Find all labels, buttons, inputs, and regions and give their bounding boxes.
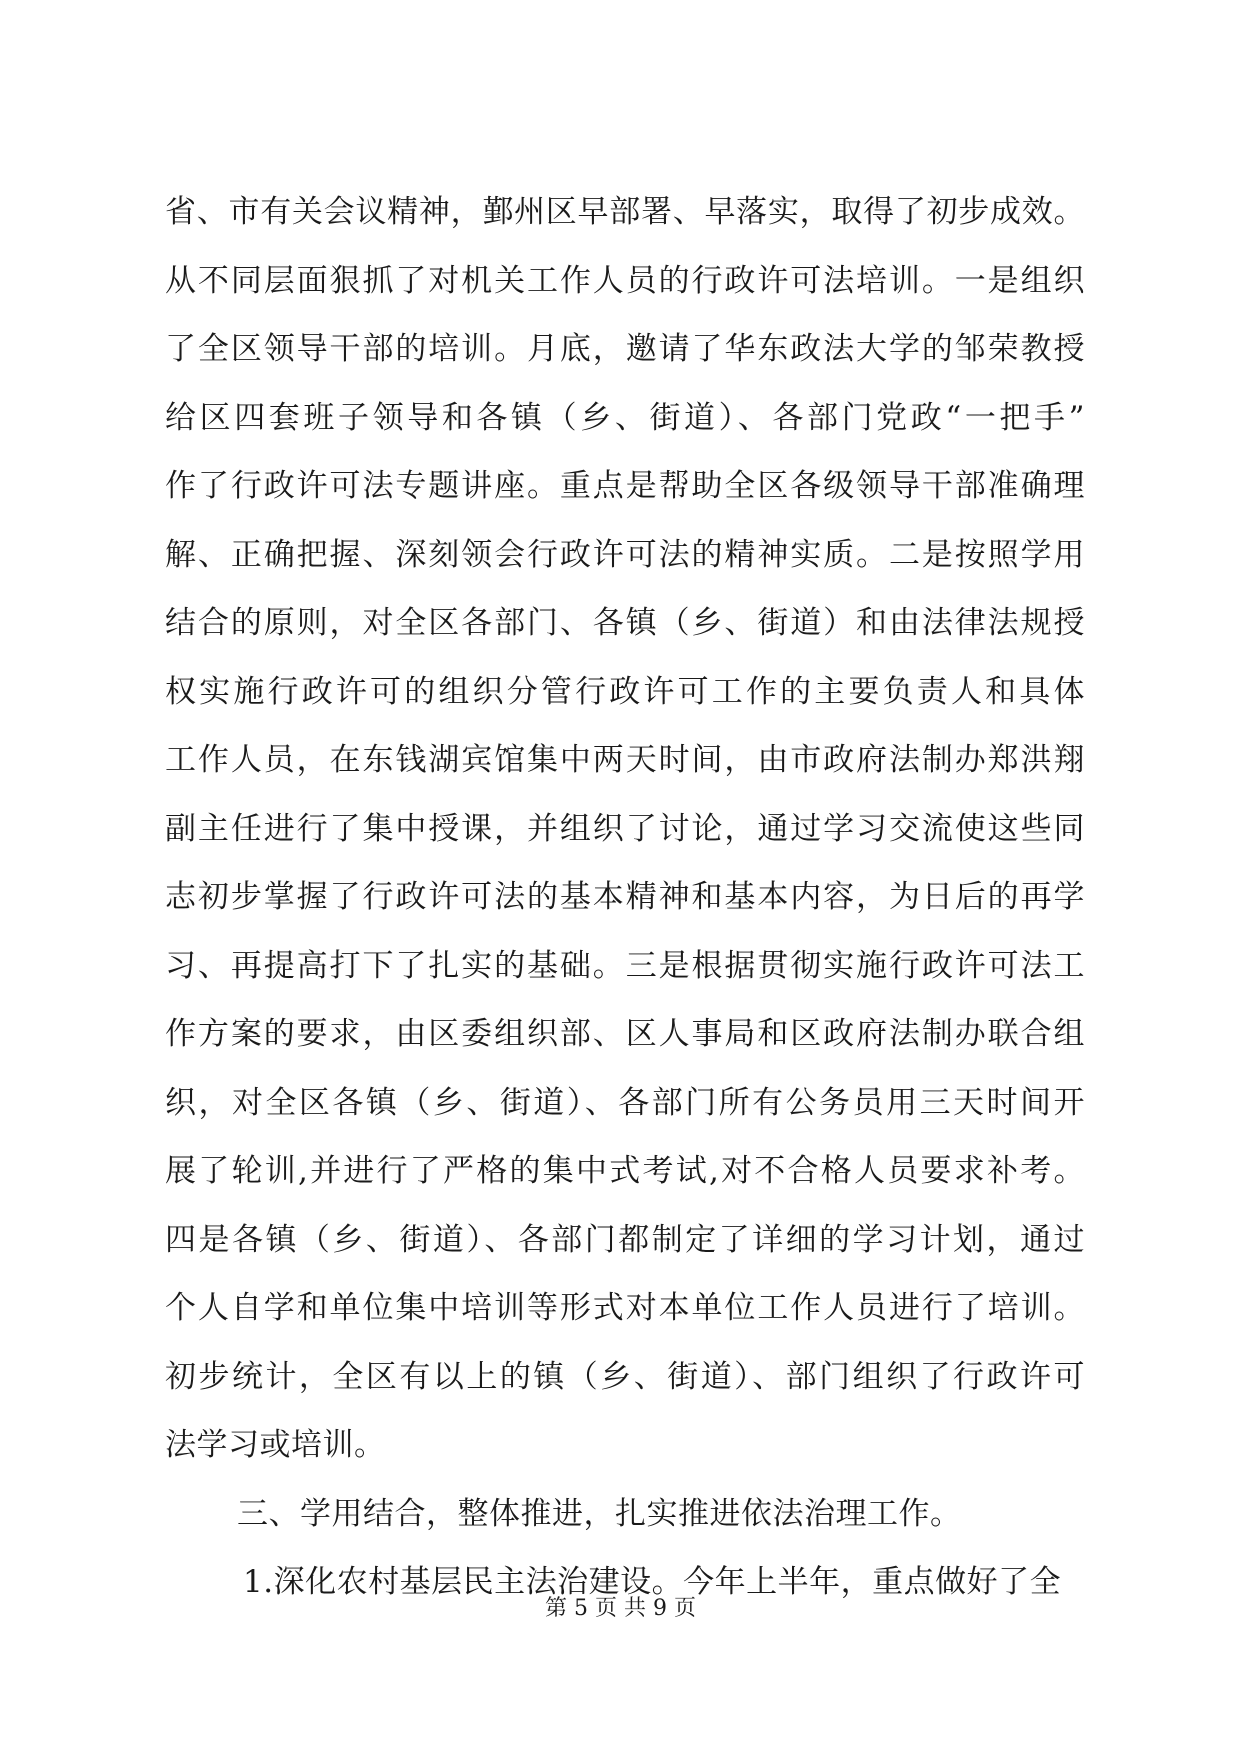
text-line: 权实施行政许可的组织分管行政许可工作的主要负责人和具体 [165, 673, 1085, 710]
section-heading: 三、学用结合，整体推进，扎实推进依法治理工作。 [237, 1495, 962, 1532]
text-line: 法学习或培训。 [165, 1427, 386, 1463]
text-line: 展了轮训,并进行了严格的集中式考试,对不合格人员要求补考。 [165, 1153, 1085, 1189]
text-line: 个人自学和单位集中培训等形式对本单位工作人员进行了培训。 [165, 1290, 1085, 1326]
text-line: 从不同层面狠抓了对机关工作人员的行政许可法培训。一是组织 [165, 262, 1085, 299]
text-line: 结合的原则，对全区各部门、各镇（乡、街道）和由法律法规授 [165, 605, 1085, 641]
text-line: 初步统计，全区有以上的镇（乡、街道）、部门组织了行政许可 [165, 1358, 1085, 1395]
text-line: 志初步掌握了行政许可法的基本精神和基本内容，为日后的再学 [165, 879, 1085, 915]
text-line: 习、再提高打下了扎实的基础。三是根据贯彻实施行政许可法工 [165, 947, 1085, 984]
text-line: 作了行政许可法专题讲座。重点是帮助全区各级领导干部准确理 [165, 468, 1085, 504]
text-line: 省、市有关会议精神，鄞州区早部署、早落实，取得了初步成效。 [165, 194, 1085, 230]
text-line: 解、正确把握、深刻领会行政许可法的精神实质。二是按照学用 [165, 536, 1085, 573]
body-text [165, 178, 1085, 1617]
text-line: 1.深化农村基层民主法治建设。今年上半年，重点做好了全 [243, 1564, 1062, 1600]
text-line: 工作人员，在东钱湖宾馆集中两天时间，由市政府法制办郑洪翔 [165, 742, 1085, 778]
text-line: 给区四套班子领导和各镇（乡、街道）、各部门党政“一把手” [165, 399, 1085, 436]
text-line: 织，对全区各镇（乡、街道）、各部门所有公务员用三天时间开 [165, 1084, 1085, 1121]
text-line: 四是各镇（乡、街道）、各部门都制定了详细的学习计划，通过 [165, 1221, 1085, 1258]
text-line: 作方案的要求，由区委组织部、区人事局和区政府法制办联合组 [165, 1016, 1085, 1052]
text-line: 副主任进行了集中授课，并组织了讨论，通过学习交流使这些同 [165, 810, 1085, 847]
text-line: 了全区领导干部的培训。月底，邀请了华东政法大学的邹荣教授 [165, 331, 1085, 367]
page-footer: 第 5 页 共 9 页 [545, 1596, 696, 1621]
